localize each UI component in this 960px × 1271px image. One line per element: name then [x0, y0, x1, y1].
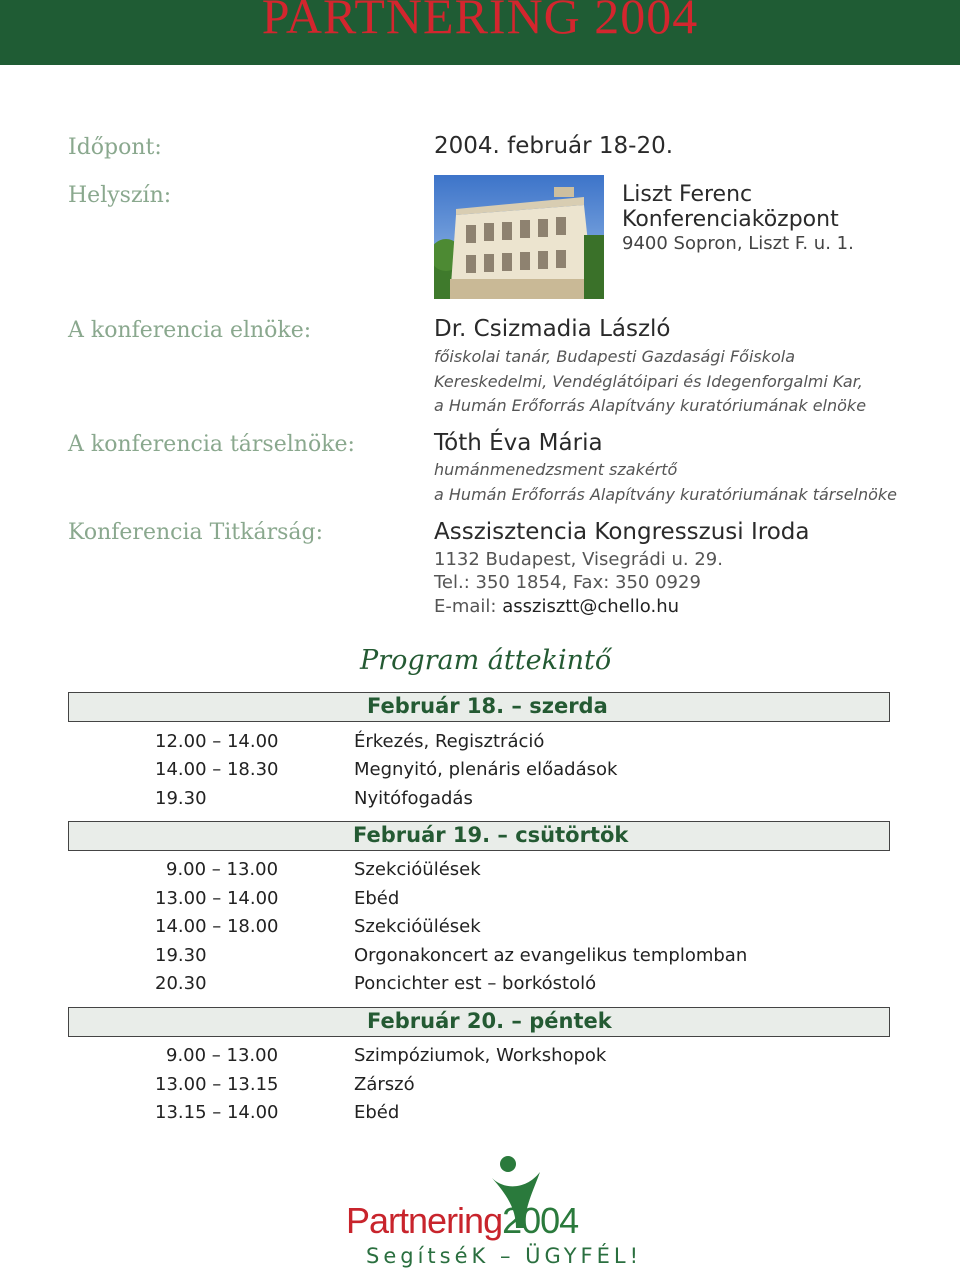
program-time: 14.00 – 18.30	[155, 759, 279, 780]
email-prefix: E-mail:	[434, 596, 503, 617]
venue-address: 9400 Sopron, Liszt F. u. 1.	[622, 233, 854, 254]
program-time: 9.00 – 13.00	[166, 1045, 279, 1066]
program-activity: Ebéd	[354, 888, 400, 909]
program-activity: Orgonakoncert az evangelikus templomban	[354, 945, 748, 966]
program-activity: Szekcióülések	[354, 916, 481, 937]
venue-label: Helyszín:	[68, 183, 172, 208]
secretariat-email-line	[434, 596, 679, 617]
logo-word-right: 2004	[502, 1200, 579, 1241]
cochair-label: A konferencia társelnöke:	[68, 432, 355, 457]
chair-desc-3: a Humán Erőforrás Alapítvány kuratóriumának elnöke	[434, 396, 867, 415]
program-time: 13.15 – 14.00	[155, 1102, 279, 1123]
day-label-3: Február 20. – péntek	[367, 1009, 612, 1033]
cochair-name: Tóth Éva Mária	[434, 430, 603, 456]
date-value: 2004. február 18-20.	[434, 133, 674, 159]
program-title: Program áttekintő	[360, 645, 612, 676]
program-time: 20.30	[155, 973, 207, 994]
venue-photo	[434, 175, 604, 299]
program-activity: Ebéd	[354, 1102, 400, 1123]
program-time: 13.00 – 14.00	[155, 888, 279, 909]
chair-desc-1: főiskolai tanár, Budapesti Gazdasági Főiskola	[434, 347, 796, 366]
cochair-desc-2: a Humán Erőforrás Alapítvány kuratóriumának társelnöke	[434, 485, 898, 504]
secretariat-phone: Tel.: 350 1854, Fax: 350 0929	[434, 572, 701, 593]
day-header-1	[68, 692, 890, 722]
chair-label: A konferencia elnöke:	[68, 318, 312, 343]
program-activity: Szimpóziumok, Workshopok	[354, 1045, 607, 1066]
program-time: 19.30	[155, 788, 207, 809]
program-activity: Érkezés, Regisztráció	[354, 731, 545, 752]
logo-slogan: SegítséK – ÜGYFÉL!	[366, 1244, 643, 1268]
chair-name: Dr. Csizmadia László	[434, 316, 671, 342]
cochair-desc-1: humánmenedzsment szakértő	[434, 460, 678, 479]
secretariat-address: 1132 Budapest, Visegrádi u. 29.	[434, 549, 723, 570]
program-activity: Poncichter est – borkóstoló	[354, 973, 597, 994]
email-link[interactable]: asszisztt@chello.hu	[502, 596, 680, 617]
program-time: 14.00 – 18.00	[155, 916, 279, 937]
day-header-2	[68, 821, 890, 851]
program-activity: Zárszó	[354, 1074, 415, 1095]
venue-name-line1: Liszt Ferenc	[622, 182, 753, 207]
program-activity: Nyitófogadás	[354, 788, 473, 809]
program-time: 13.00 – 13.15	[155, 1074, 279, 1095]
program-time: 19.30	[155, 945, 207, 966]
logo-word-left: Partnering	[346, 1200, 503, 1241]
chair-desc-2: Kereskedelmi, Vendéglátóipari és Idegenforgalmi Kar,	[434, 372, 863, 391]
venue-name-line2: Konferenciaközpont	[622, 207, 839, 232]
secretariat-label: Konferencia Titkárság:	[68, 520, 324, 545]
date-label: Időpont:	[68, 135, 162, 160]
program-activity: Megnyitó, plenáris előadások	[354, 759, 618, 780]
program-time: 9.00 – 13.00	[166, 859, 279, 880]
program-time: 12.00 – 14.00	[155, 731, 279, 752]
day-header-3	[68, 1007, 890, 1037]
header-banner	[0, 0, 960, 65]
program-activity: Szekcióülések	[354, 859, 481, 880]
logo-wordmark	[346, 1200, 578, 1242]
secretariat-name: Asszisztencia Kongresszusi Iroda	[434, 519, 810, 545]
banner-title: PARTNERING 2004	[261, 0, 699, 44]
day-label-1: Február 18. – szerda	[367, 694, 608, 718]
day-label-2: Február 19. – csütörtök	[353, 823, 629, 847]
